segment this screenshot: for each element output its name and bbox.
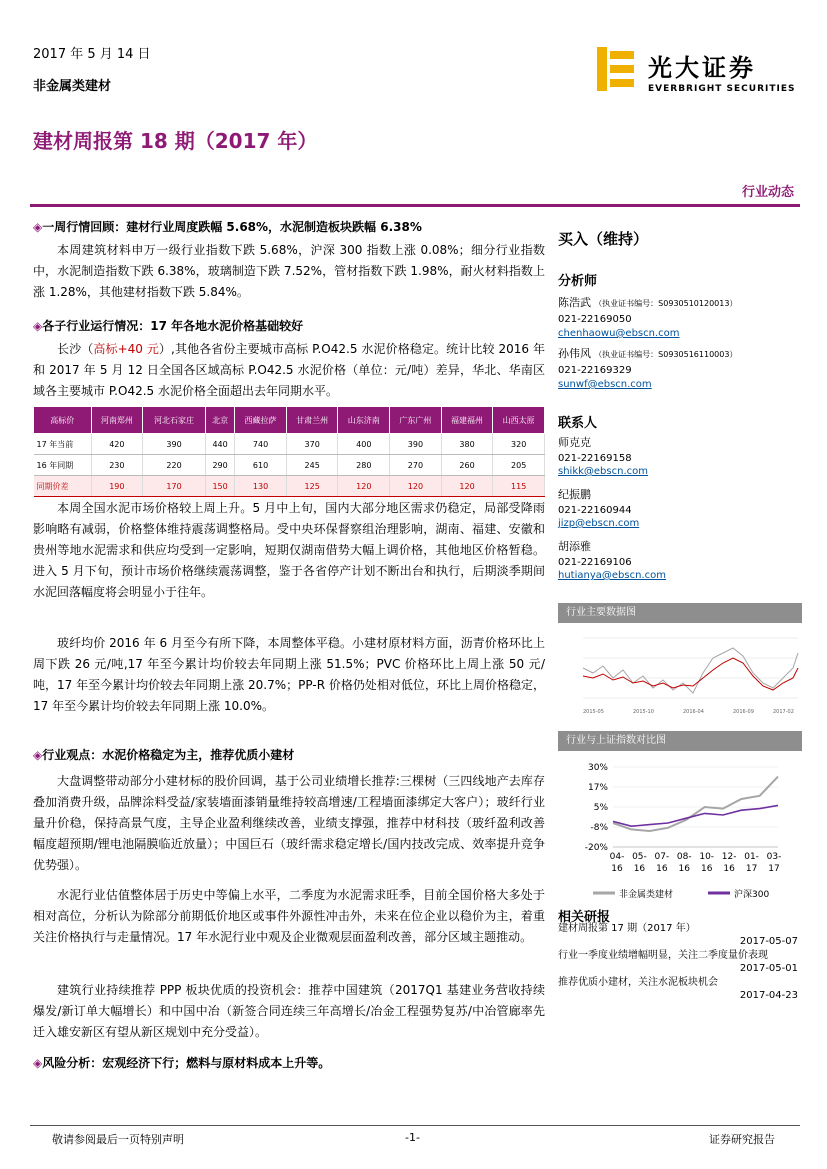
contact-2-phone: 021-22160944 — [558, 505, 632, 516]
chart-x-tick-label: 03- — [766, 852, 782, 862]
analyst-2-phone: 021-22169329 — [558, 365, 632, 376]
price-cell: 260 — [441, 455, 493, 476]
footer-disclaimer: 敬请参阅最后一页特别声明 — [52, 1133, 184, 1146]
analyst-1-cert: （执业证书编号：S0930510120013） — [594, 299, 738, 308]
analyst-1-name: 陈浩武 — [558, 296, 591, 309]
contact-2-name: 纪振鹏 — [558, 488, 591, 501]
industry-name: 非金属类建材 — [33, 79, 112, 94]
contact-heading: 联系人 — [558, 416, 598, 431]
analyst-heading: 分析师 — [558, 274, 598, 289]
chart-y-tick-label: -20% — [584, 843, 608, 853]
price-cell: 740 — [235, 434, 287, 455]
chart-x-tick-label: 10- — [699, 852, 715, 862]
chart-x-tick-label: 07- — [654, 852, 670, 862]
chart-y-tick-label: 17% — [587, 783, 608, 793]
section-risk-head: ◈风险分析：宏观经济下行；燃料与原材料成本上升等。 — [33, 1056, 331, 1070]
related-research-heading: 相关研报 — [558, 910, 611, 925]
footer-report-type: 证券研究报告 — [709, 1133, 775, 1146]
table-row — [34, 476, 545, 497]
everbright-logo-icon — [597, 47, 637, 91]
chart-legend-label: 沪深300 — [734, 890, 770, 900]
price-col-header: 山东济南 — [338, 407, 390, 434]
weekly-review-paragraph: 本周建筑材料申万一级行业指数下跌 5.68%，沪深 300 指数上涨 0.08%；细分行业指数中，水泥制造指数下跌 6.38%，玻璃制造下跌 7.52%，管材指数下跌 1.98%，耐火材料指数上涨 1.28%，其他建材指数下跌 5.84%。 — [33, 243, 545, 299]
price-cell: 120 — [441, 476, 493, 497]
related-item-2-date: 2017-05-01 — [739, 963, 798, 974]
contact-2-email[interactable]: jizp@ebscn.com — [558, 518, 640, 529]
chart-x-tick-label: 01- — [744, 852, 759, 862]
chart-x-tick-label: 16 — [723, 864, 735, 874]
header-divider — [30, 204, 800, 207]
view-paragraph-2: 水泥行业估值整体居于历史中等偏上水平，二季度为水泥需求旺季，目前全国价格大多处于相对高位，分析认为除部分前期低价地区或事件外源性冲击外，未来在位企业以稳价为主，着重关注价格执行与走量情况。17 年水泥行业中观及企业微观层面盈利改善，部分区域主题推动。 — [33, 888, 545, 944]
price-cell: 220 — [143, 455, 206, 476]
price-cell: 245 — [286, 455, 338, 476]
table-row — [34, 455, 545, 476]
analyst-2-cert: （执业证书编号：S0930516110003） — [594, 350, 738, 359]
price-cell: 610 — [235, 455, 287, 476]
logo-text-cn: 光大证券 — [648, 53, 756, 82]
chart-x-tick-label: 16 — [678, 864, 691, 874]
svg-text:2016-09: 2016-09 — [733, 709, 754, 715]
page-number: -1- — [405, 1131, 420, 1144]
contact-3-email[interactable]: hutianya@ebscn.com — [558, 570, 666, 581]
price-cell: 380 — [441, 434, 493, 455]
price-cell: 390 — [390, 434, 442, 455]
price-cell: 120 — [338, 476, 390, 497]
contact-3 — [558, 538, 798, 581]
chart-x-tick-label: 05- — [632, 852, 647, 862]
price-cell: 440 — [205, 434, 234, 455]
price-col-header: 山西太原 — [493, 407, 545, 434]
report-date: 2017 年 5 月 14 日 — [33, 47, 151, 62]
row-label: 17 年当前 — [34, 434, 92, 455]
chart-x-tick-label: 16 — [700, 864, 713, 874]
price-cell: 320 — [493, 434, 545, 455]
analyst-1-phone: 021-22169050 — [558, 314, 632, 325]
analyst-1-email[interactable]: chenhaowu@ebscn.com — [558, 328, 680, 339]
rating: 买入（维持） — [558, 230, 649, 248]
price-cell: 120 — [390, 476, 442, 497]
analyst-2-email[interactable]: sunwf@ebscn.com — [558, 379, 652, 390]
chart-y-tick-label: 5% — [593, 803, 608, 813]
view-paragraph-1: 大盘调整带动部分小建材标的股价回调，基于公司业绩增长推荐:三棵树（三四线地产去库存叠加消费升级，品牌涂料受益/家装墙面漆销量维持较高增速/工程墙面漆绑定大客户）；玻纤行业量升价稳，保持高景气度，主导企业盈利继续改善，业绩支撑强，推荐中材科技（玻纤盈利改善幅度超预期/锂电池隔膜临近放量）；中国巨石（玻纤需求稳定增长/国内技改完成、效率提升竞争优势强）。 — [33, 774, 545, 872]
chart-x-tick-label: 04- — [609, 852, 625, 862]
view-paragraph-3: 建筑行业持续推荐 PPP 板块优质的投资机会：推荐中国建筑（2017Q1 基建业务营收持续爆发/新订单大幅增长）和中国中冶（新签合同连续三年高增长/冶金工程强势复苏/中冶管廊率先迁入雄安新区有望从新区规划中充分受益）。 — [33, 983, 545, 1039]
industry-data-panel-title: 行业主要数据图 — [558, 603, 802, 623]
related-list — [558, 922, 798, 1001]
comparison-panel-title: 行业与上证指数对比图 — [558, 731, 802, 751]
chart-x-tick-label: 17 — [745, 864, 758, 874]
contact-1-phone: 021-22169158 — [558, 453, 632, 464]
industry-data-chart — [558, 628, 802, 720]
price-col-header: 高标价 — [34, 407, 92, 434]
section-weekly-review-head: ◈一周行情回顾：建材行业周度跌幅 5.68%，水泥制造板块跌幅 6.38% — [33, 220, 422, 234]
price-cell: 270 — [390, 455, 442, 476]
chart-series-line — [613, 777, 778, 831]
chart-series-line — [613, 805, 778, 826]
chart-x-tick-label: 16 — [633, 864, 646, 874]
cement-market-paragraph: 本周全国水泥市场价格较上周上升。5 月中上旬，国内大部分地区需求仍稳定，局部受降雨影响略有减弱，价格整体维持震荡调整格局。受中央环保督察组治理影响，湖南、福建、安徽和贵州等地水泥需求和供应均受到一定影响，短期仅湖南借势大幅上调价格，其他地区价格暂稳。进入 5 月下旬，预计市场价格继续震荡调整，鉴于各省停产计划不断出台和执行，后期淡季期间水泥回落幅度将会明显小于往年。 — [33, 501, 545, 599]
cement-price-paragraph: 长沙（高标+40 元）,其他各省份主要城市高标 P.O42.5 水泥价格稳定。统计比较 2016 年和 2017 年 5 月 12 日全国各区域高标 P.O42.5 水泥价格（单位：元/吨）差异，华北、华南区域各主要城市 P.O42.5 水泥价格全面超出去年同期水平。 — [33, 342, 545, 398]
price-col-header: 北京 — [205, 407, 234, 434]
contact-1-email[interactable]: shikk@ebscn.com — [558, 466, 648, 477]
contact-3-phone: 021-22169106 — [558, 557, 632, 568]
price-cell: 150 — [205, 476, 234, 497]
svg-text:2015-05: 2015-05 — [583, 709, 604, 715]
svg-text:2015-10: 2015-10 — [633, 709, 654, 715]
analyst-2 — [558, 345, 798, 390]
chart-x-tick-label: 16 — [656, 864, 668, 874]
chart-legend-label: 非金属类建材 — [619, 890, 674, 900]
price-cell: 230 — [91, 455, 143, 476]
price-cell: 370 — [286, 434, 338, 455]
contact-2 — [558, 486, 798, 529]
analyst-2-name: 孙伟风 — [558, 347, 591, 360]
price-cell: 390 — [143, 434, 206, 455]
related-item-1[interactable]: 建材周报第 17 期（2017 年） — [558, 923, 696, 934]
price-cell: 115 — [493, 476, 545, 497]
row-label: 16 年同期 — [34, 455, 92, 476]
chart-x-tick-label: 08- — [676, 852, 692, 862]
contact-3-name: 胡添雅 — [558, 540, 591, 553]
materials-price-paragraph: 玻纤均价 2016 年 6 月至今有所下降，本周整体平稳。小建材原材料方面，沥青价格环比上周下跌 26 元/吨,17 年至今累计均价较去年同期上涨 51.5%；PVC 价格环比上周上涨 50 元/吨，17 年至今累计均价较去年同期上涨 20.7%；PP-R 价格仍处相对低位，环比上周价格稳定，17 年至今累计均价较去年同期上涨 10.0%。 — [33, 636, 545, 713]
price-col-header: 广东广州 — [390, 407, 442, 434]
logo-text-en: EVERBRIGHT SECURITIES — [648, 84, 796, 94]
price-cell: 130 — [235, 476, 287, 497]
price-col-header: 西藏拉萨 — [235, 407, 287, 434]
price-cell: 205 — [493, 455, 545, 476]
contact-1-name: 师克克 — [558, 436, 591, 449]
chart-y-tick-label: -8% — [590, 823, 608, 833]
comparison-chart — [558, 755, 802, 905]
page-title: 建材周报第 18 期（2017 年） — [33, 129, 318, 153]
industry-data-series-2 — [583, 658, 798, 690]
price-col-header: 福建福州 — [441, 407, 493, 434]
analyst-1 — [558, 294, 798, 339]
footer-divider — [30, 1125, 800, 1126]
section-view-head: ◈行业观点：水泥价格稳定为主，推荐优质小建材 — [33, 748, 295, 762]
related-item-2[interactable]: 行业一季度业绩增幅明显，关注二季度量价表现 — [558, 950, 768, 961]
cement-price-table — [33, 406, 545, 497]
chart-x-tick-label: 12- — [721, 852, 737, 862]
price-cell: 290 — [205, 455, 234, 476]
price-cell: 190 — [91, 476, 143, 497]
related-item-3[interactable]: 推荐优质小建材，关注水泥板块机会 — [558, 977, 718, 988]
chart-x-tick-label: 17 — [768, 864, 780, 874]
row-label: 同期价差 — [34, 476, 92, 497]
chart-x-tick-label: 16 — [611, 864, 623, 874]
svg-text:2016-04: 2016-04 — [683, 709, 704, 715]
related-item-1-date: 2017-05-07 — [739, 936, 798, 947]
price-col-header: 河南郑州 — [91, 407, 143, 434]
section-subsector-head: ◈各子行业运行情况：17 年各地水泥价格基础较好 — [33, 319, 304, 333]
report-category: 行业动态 — [741, 185, 794, 200]
price-cell: 125 — [286, 476, 338, 497]
price-cell: 170 — [143, 476, 206, 497]
price-cell: 420 — [91, 434, 143, 455]
price-col-header: 甘肃兰州 — [286, 407, 338, 434]
svg-text:2017-02: 2017-02 — [773, 709, 794, 715]
related-item-3-date: 2017-04-23 — [739, 990, 798, 1001]
chart-y-tick-label: 30% — [587, 763, 608, 773]
table-row — [34, 434, 545, 455]
price-col-header: 河北石家庄 — [143, 407, 206, 434]
price-cell: 280 — [338, 455, 390, 476]
contact-1 — [558, 434, 798, 477]
price-cell: 400 — [338, 434, 390, 455]
